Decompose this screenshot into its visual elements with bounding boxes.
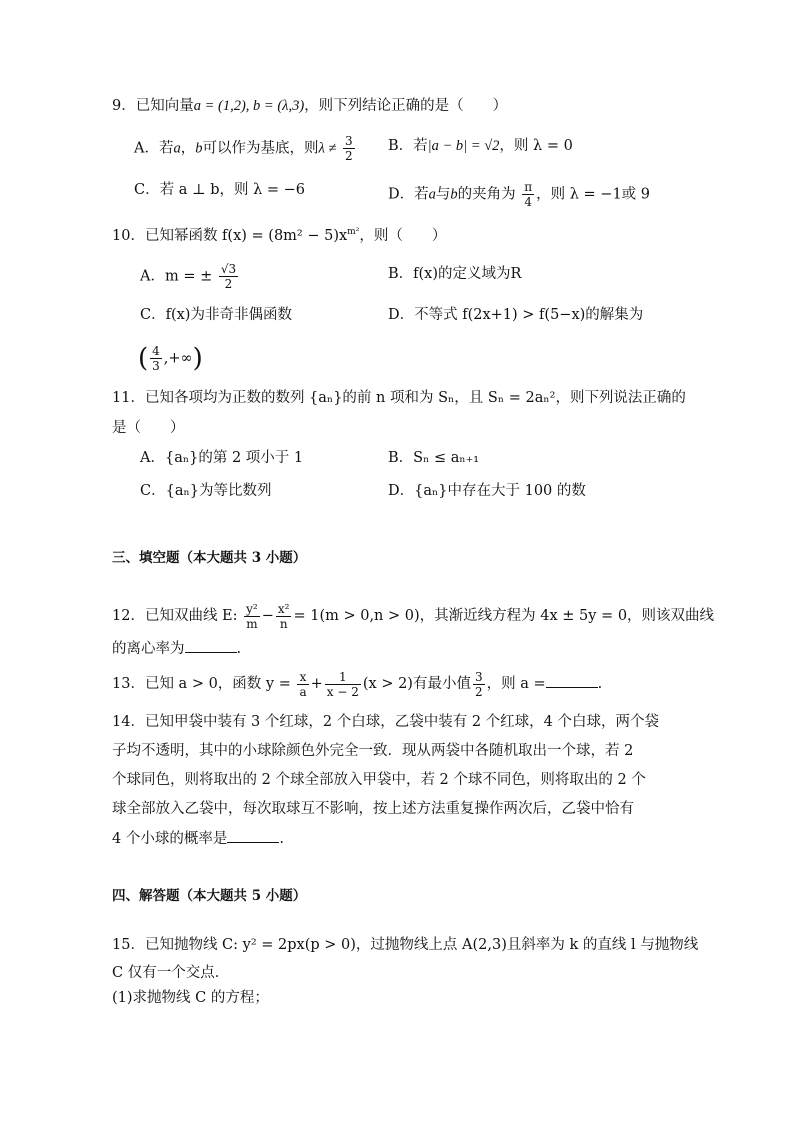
fraction: $\frac{\text{x²}}{n}$ (277, 601, 290, 631)
q10-option-c: C．f(x)为非奇非偶函数 (140, 307, 292, 323)
q11-option-b: B．Sₙ ≤ aₙ₊₁ (388, 450, 480, 466)
q14-line-5: 4 个小球的概率是 . (112, 828, 284, 849)
q9-option-b: B．若|a − b| = √2，则 λ = 0 (388, 138, 573, 154)
q9-stem: 9．已知向量a = (1,2), b = (λ,3)，则下列结论正确的是（ ） (112, 98, 508, 114)
q9-option-a: A．若a，b可以作为基底，则λ ≠ $\frac{3}{2}$ (134, 134, 353, 163)
q10-option-d-interval: ( $\frac{4}{3}$ ,+∞) (138, 343, 203, 374)
q14-line-4: 球全部放入乙袋中，每次取球互不影响，按上述方法重复操作两次后，乙袋中恰有 (112, 801, 634, 817)
q10-option-a: A．m = ± $\frac{√3}{2}$ (140, 262, 237, 291)
fraction: $\frac{4}{3}$ (152, 344, 160, 373)
q15-line-2: C 仅有一个交点． (112, 965, 230, 981)
fraction: $\frac{1}{x - 2}$ (326, 669, 359, 699)
fraction: $\frac{\pi}{4}$ (524, 180, 533, 209)
q13-stem: 13．已知 a > 0，函数 y = $\frac{x}{a}$ + $\frac{1}{x - 2}$ (x > 2)有最小值 $\frac{3}{2}$ ，则 a = . (112, 669, 603, 699)
q11-stem-cont: 是（ ） (112, 420, 185, 436)
fraction: $\frac{3}{2}$ (474, 669, 483, 699)
q15-line-1: 15．已知抛物线 C: y² = 2px(p > 0)，过抛物线上点 A(2,3)且斜率为 k 的直线 l 与抛物线 (112, 937, 699, 953)
q11-option-a: A．{aₙ}的第 2 项小于 1 (140, 450, 304, 466)
q10-option-d: D．不等式 f(2x+1) > f(5−x)的解集为 (388, 307, 644, 323)
q9-option-c: C．若 a ⊥ b，则 λ = −6 (134, 182, 306, 198)
fraction: $\frac{x}{a}$ (299, 669, 307, 699)
q11-stem: 11．已知各项均为正数的数列 {aₙ}的前 n 项和为 Sₙ，且 Sₙ = 2aₙ²，则下列说法正确的 (112, 390, 686, 406)
q14-line-2: 子均不透明，其中的小球除颜色外完全一致．现从两袋中各随机取出一个球，若 2 (112, 743, 634, 759)
fraction: $\frac{\text{y²}}{m}$ (246, 601, 258, 631)
fraction: $\frac{√3}{2}$ (220, 262, 237, 291)
q12-stem-cont: 的离心率为 . (112, 638, 241, 659)
q10-stem: 10．已知幂函数 $f(x) = (8m^2 - 5)x^{m^2}$，则（ ） (112, 227, 447, 244)
q15-line-3: (1)求抛物线 C 的方程； (112, 990, 269, 1006)
fraction: $\frac{3}{2}$ (344, 134, 353, 163)
q11-option-c: C．{aₙ}为等比数列 (140, 483, 272, 499)
answer-blank (185, 638, 237, 653)
q9-option-d: D．若a与b的夹角为 $\frac{\pi}{4}$ ，则 λ = −1或 9 (388, 180, 651, 209)
answer-blank (227, 828, 279, 843)
q14-line-1: 14．已知甲袋中装有 3 个红球，2 个白球，乙袋中装有 2 个红球，4 个白球，两个袋 (112, 714, 660, 730)
q11-option-d: D．{aₙ}中存在大于 100 的数 (388, 483, 586, 499)
answer-blank (546, 673, 598, 688)
q14-line-3: 个球同色，则将取出的 2 个球全部放入甲袋中，若 2 个球不同色，则将取出的 2 个 (112, 772, 646, 788)
q12-stem: 12．已知双曲线 E: $\frac{\text{y²}}{m}$ − $\frac{\text{x²}}{n}$ = 1(m > 0,n > 0)，其渐近线方程为 4x ± 5y = 0，则该双曲线 (112, 601, 715, 631)
q10-option-b: B．f(x)的定义域为R (388, 266, 522, 282)
section-heading-solutions: 四、解答题（本大题共 5 小题） (112, 888, 307, 904)
section-heading-fill-in: 三、填空题（本大题共 3 小题） (112, 550, 307, 566)
